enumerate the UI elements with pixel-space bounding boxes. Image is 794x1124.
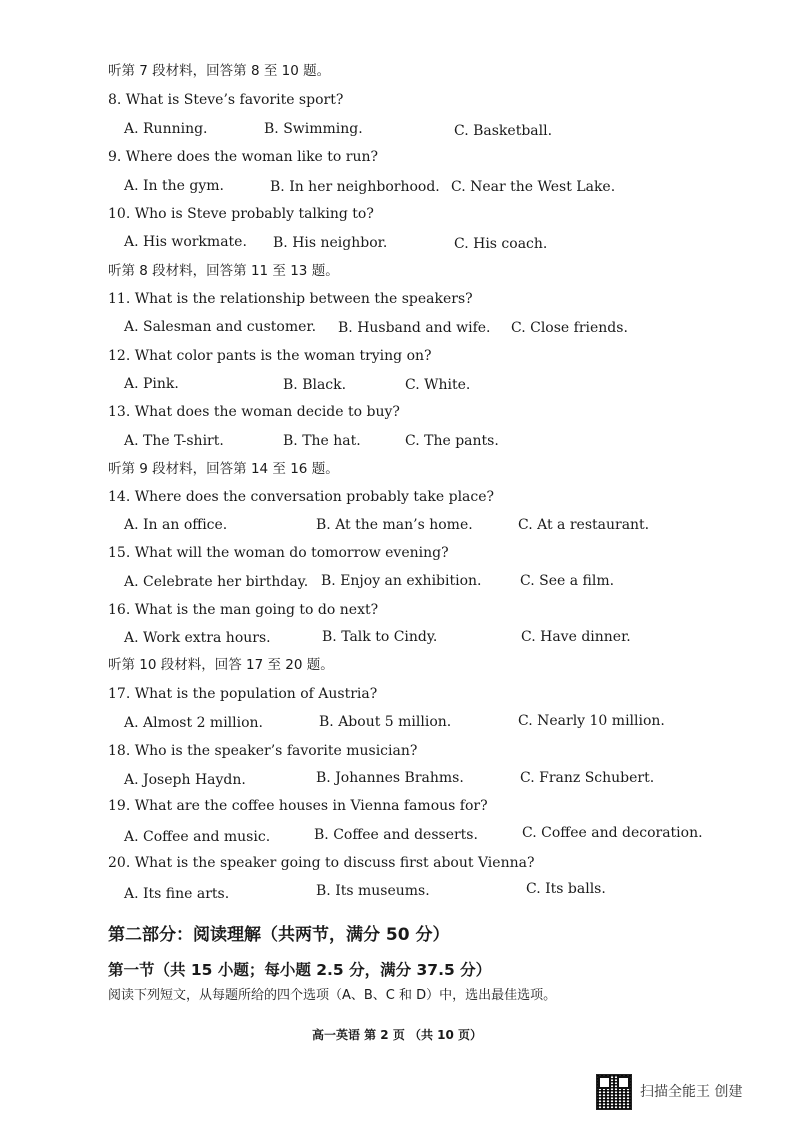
question-8: 8. What is Steve’s favorite sport?: [108, 92, 344, 108]
option-13b: B. The hat.: [283, 433, 361, 449]
option-9c: C. Near the West Lake.: [451, 179, 616, 195]
option-18b: B. Johannes Brahms.: [316, 770, 464, 786]
reading-instruction: 阅读下列短文，从每题所给的四个选项（A、B、C 和 D）中，选出最佳选项。: [108, 988, 557, 1003]
option-13a: A. The T-shirt.: [124, 433, 224, 449]
option-10c: C. His coach.: [454, 236, 548, 252]
question-11: 11. What is the relationship between the speakers?: [108, 291, 473, 307]
option-12a: A. Pink.: [124, 376, 179, 392]
section-header-8: 听第 8 段材料，回答第 11 至 13 题。: [108, 263, 339, 279]
option-11a: A. Salesman and customer.: [124, 319, 317, 335]
option-9b: B. In her neighborhood.: [270, 179, 440, 195]
option-15c: C. See a film.: [520, 573, 615, 589]
option-15a: A. Celebrate her birthday.: [124, 574, 309, 590]
section-header-7: 听第 7 段材料，回答第 8 至 10 题。: [108, 63, 331, 79]
option-20b: B. Its museums.: [316, 883, 430, 899]
question-19: 19. What are the coffee houses in Vienna famous for?: [108, 798, 488, 814]
question-16: 16. What is the man going to do next?: [108, 602, 379, 618]
option-17b: B. About 5 million.: [319, 714, 452, 730]
option-20a: A. Its fine arts.: [124, 886, 230, 902]
option-8a: A. Running.: [124, 121, 208, 137]
question-18: 18. Who is the speaker’s favorite musician?: [108, 743, 418, 759]
option-19b: B. Coffee and desserts.: [314, 827, 478, 843]
option-10a: A. His workmate.: [124, 234, 247, 250]
option-17a: A. Almost 2 million.: [124, 715, 264, 731]
option-16c: C. Have dinner.: [521, 629, 631, 645]
option-16b: B. Talk to Cindy.: [322, 629, 438, 645]
option-10b: B. His neighbor.: [273, 235, 388, 251]
section-header-9: 听第 9 段材料，回答第 14 至 16 题。: [108, 461, 339, 477]
question-12: 12. What color pants is the woman trying on?: [108, 348, 432, 364]
question-13: 13. What does the woman decide to buy?: [108, 404, 400, 420]
option-19a: A. Coffee and music.: [124, 829, 271, 845]
option-11b: B. Husband and wife.: [338, 320, 491, 336]
question-9: 9. Where does the woman like to run?: [108, 149, 379, 165]
option-18c: C. Franz Schubert.: [520, 770, 655, 786]
option-9a: A. In the gym.: [124, 178, 224, 194]
option-20c: C. Its balls.: [526, 881, 606, 897]
option-13c: C. The pants.: [405, 433, 499, 449]
option-12b: B. Black.: [283, 377, 347, 393]
page-footer: 高一英语 第 2 页 （共 10 页）: [311, 1028, 483, 1042]
question-10: 10. Who is Steve probably talking to?: [108, 206, 374, 222]
section-one-title: 第一节（共 15 小题；每小题 2.5 分，满分 37.5 分）: [108, 961, 492, 979]
question-14: 14. Where does the conversation probably take place?: [108, 489, 495, 505]
option-11c: C. Close friends.: [511, 320, 628, 336]
option-14c: C. At a restaurant.: [518, 517, 650, 533]
option-8b: B. Swimming.: [264, 121, 363, 137]
option-17c: C. Nearly 10 million.: [518, 713, 665, 729]
scanner-watermark: 扫描全能王 创建: [640, 1084, 743, 1100]
option-14b: B. At the man’s home.: [316, 517, 473, 533]
question-15: 15. What will the woman do tomorrow evening?: [108, 545, 449, 561]
option-15b: B. Enjoy an exhibition.: [321, 573, 482, 589]
option-16a: A. Work extra hours.: [124, 630, 271, 646]
section-header-10: 听第 10 段材料，回答 17 至 20 题。: [108, 657, 334, 673]
option-8c: C. Basketball.: [454, 123, 553, 139]
qr-code-icon: [596, 1074, 632, 1110]
question-17: 17. What is the population of Austria?: [108, 686, 378, 702]
option-19c: C. Coffee and decoration.: [522, 825, 703, 841]
option-14a: A. In an office.: [124, 517, 228, 533]
option-12c: C. White.: [405, 377, 471, 393]
question-20: 20. What is the speaker going to discuss first about Vienna?: [108, 855, 535, 871]
option-18a: A. Joseph Haydn.: [124, 772, 246, 788]
part-two-title: 第二部分：阅读理解（共两节，满分 50 分）: [108, 925, 450, 945]
